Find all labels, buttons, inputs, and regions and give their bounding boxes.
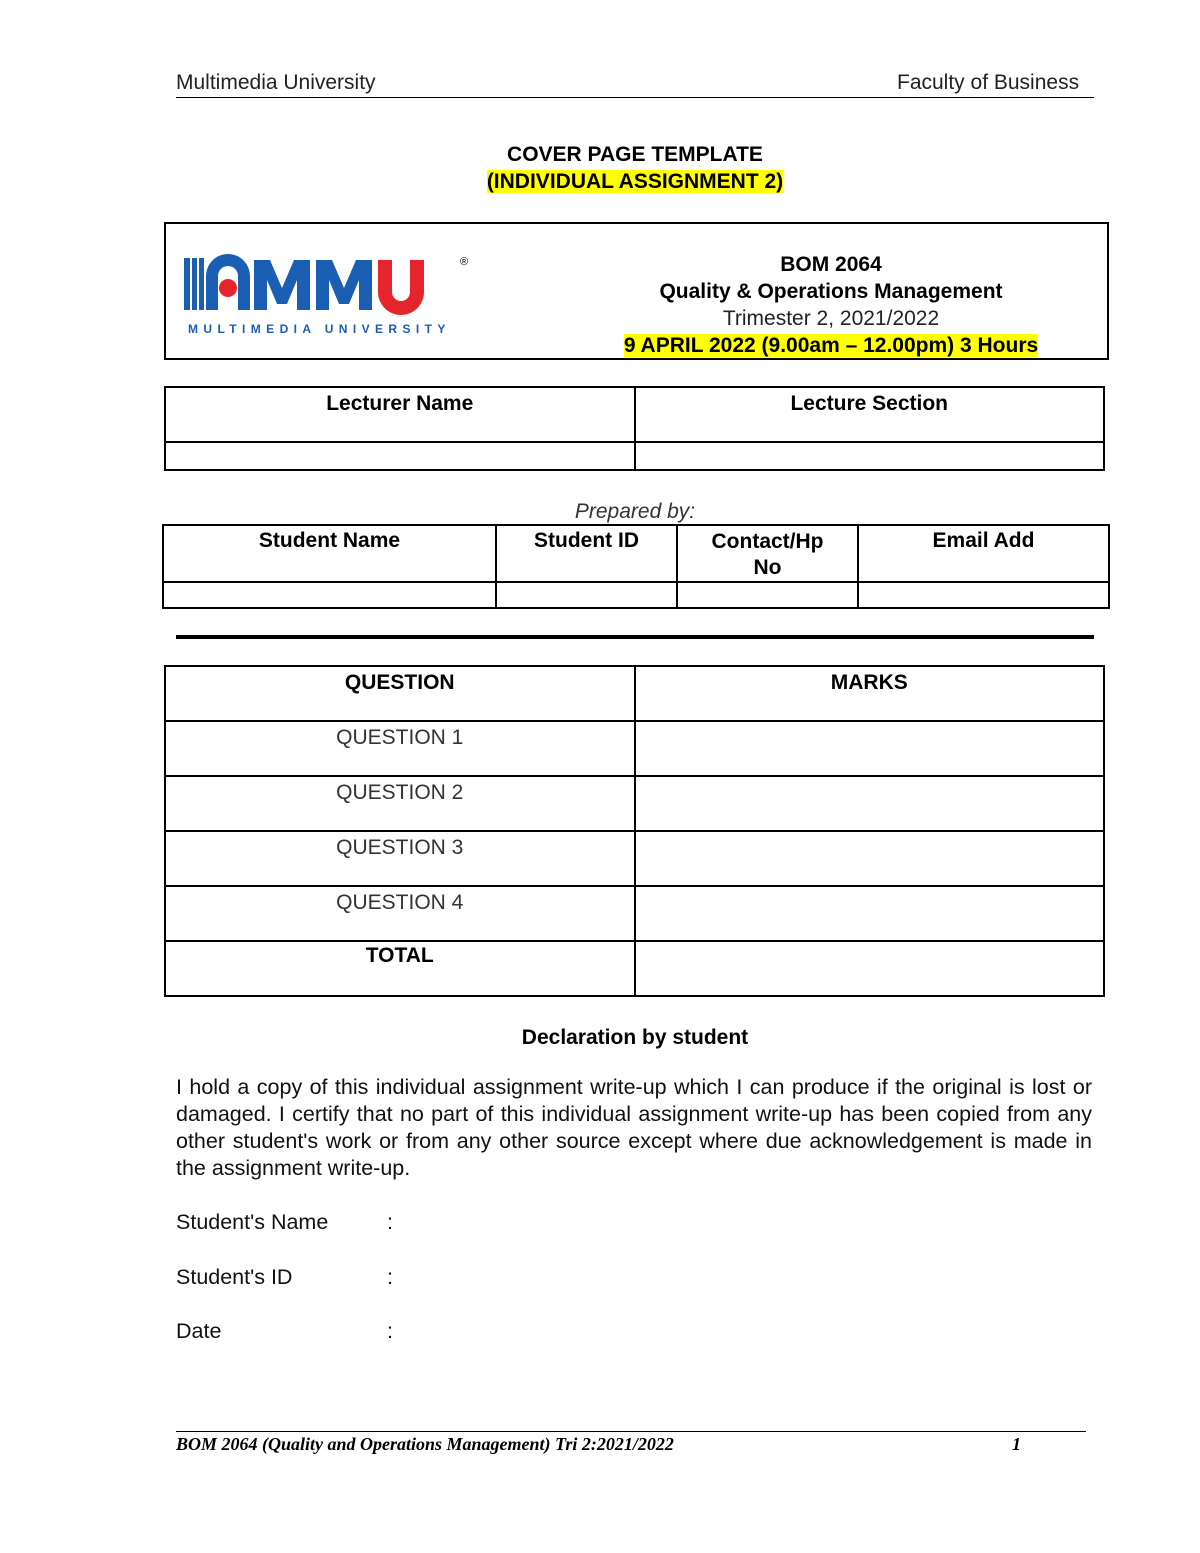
- course-date: [586, 334, 1076, 358]
- question-4-label: QUESTION 4: [165, 886, 635, 941]
- contact-cell[interactable]: [677, 582, 858, 608]
- marks-header: MARKS: [635, 666, 1105, 721]
- field-date-colon: :: [387, 1319, 393, 1343]
- question-3-marks[interactable]: [635, 831, 1105, 886]
- title-line-1: COVER PAGE TEMPLATE: [507, 143, 763, 166]
- field-date-label: Date: [176, 1319, 222, 1343]
- declaration-text: I hold a copy of this individual assignment write-up which I can produce if the original is lost or damaged. I certify that no part of this individual assignment write-up has been copied from any other student's work or from any other source except where due acknowledgement is made in the assignment write-up.: [176, 1075, 1092, 1180]
- prepared-by-label: Prepared by:: [574, 500, 696, 523]
- question-2-label: QUESTION 2: [165, 776, 635, 831]
- field-student-name-label: Student's Name: [176, 1210, 329, 1234]
- header-university: Multimedia University: [176, 71, 376, 94]
- title-line-2: (INDIVIDUAL ASSIGNMENT 2): [486, 170, 784, 193]
- mmu-logo: [182, 252, 472, 342]
- course-name: Quality & Operations Management: [659, 280, 1003, 303]
- total-marks[interactable]: [635, 941, 1105, 996]
- student-table: [162, 524, 1110, 609]
- course-box: [164, 222, 1109, 360]
- footer-page-number: 1: [1012, 1434, 1021, 1454]
- question-3-label: QUESTION 3: [165, 831, 635, 886]
- total-label: TOTAL: [165, 941, 635, 996]
- student-name-header: Student Name: [163, 525, 496, 582]
- question-4-marks[interactable]: [635, 886, 1105, 941]
- question-1-label: QUESTION 1: [165, 721, 635, 776]
- page-subtitle: [0, 170, 1200, 194]
- question-2-marks[interactable]: [635, 776, 1105, 831]
- field-student-id-colon: :: [387, 1265, 393, 1289]
- field-student-name-colon: :: [387, 1210, 393, 1234]
- section-divider: [176, 635, 1094, 639]
- email-header: Email Add: [858, 525, 1109, 582]
- email-cell[interactable]: [858, 582, 1109, 608]
- marks-table: [164, 665, 1105, 997]
- student-id-cell[interactable]: [496, 582, 677, 608]
- header-faculty: Faculty of Business: [897, 71, 1080, 94]
- question-header: QUESTION: [165, 666, 635, 721]
- lecture-section-cell[interactable]: [635, 442, 1105, 470]
- declaration-heading: Declaration by student: [521, 1026, 749, 1049]
- lecture-section-header: Lecture Section: [635, 387, 1105, 442]
- logo-subtitle: MULTIMEDIA UNIVERSITY: [188, 322, 451, 336]
- lecturer-name-header: Lecturer Name: [165, 387, 635, 442]
- course-code: BOM 2064: [780, 253, 882, 276]
- lecturer-table: [164, 386, 1105, 471]
- student-id-header: Student ID: [496, 525, 677, 582]
- student-name-cell[interactable]: [163, 582, 496, 608]
- question-1-marks[interactable]: [635, 721, 1105, 776]
- course-trimester: Trimester 2, 2021/2022: [722, 307, 940, 330]
- page-title: [0, 143, 1200, 167]
- footer-rule: [176, 1431, 1086, 1432]
- contact-header: Contact/Hp No: [677, 525, 858, 582]
- field-student-id-label: Student's ID: [176, 1265, 293, 1289]
- lecturer-name-cell[interactable]: [165, 442, 635, 470]
- footer-course: BOM 2064 (Quality and Operations Management) Tri 2:2021/2022: [176, 1434, 674, 1454]
- course-date-text: 9 APRIL 2022 (9.00am – 12.00pm) 3 Hours: [623, 334, 1039, 357]
- registered-mark: ®: [460, 256, 469, 268]
- header-rule: [176, 97, 1094, 98]
